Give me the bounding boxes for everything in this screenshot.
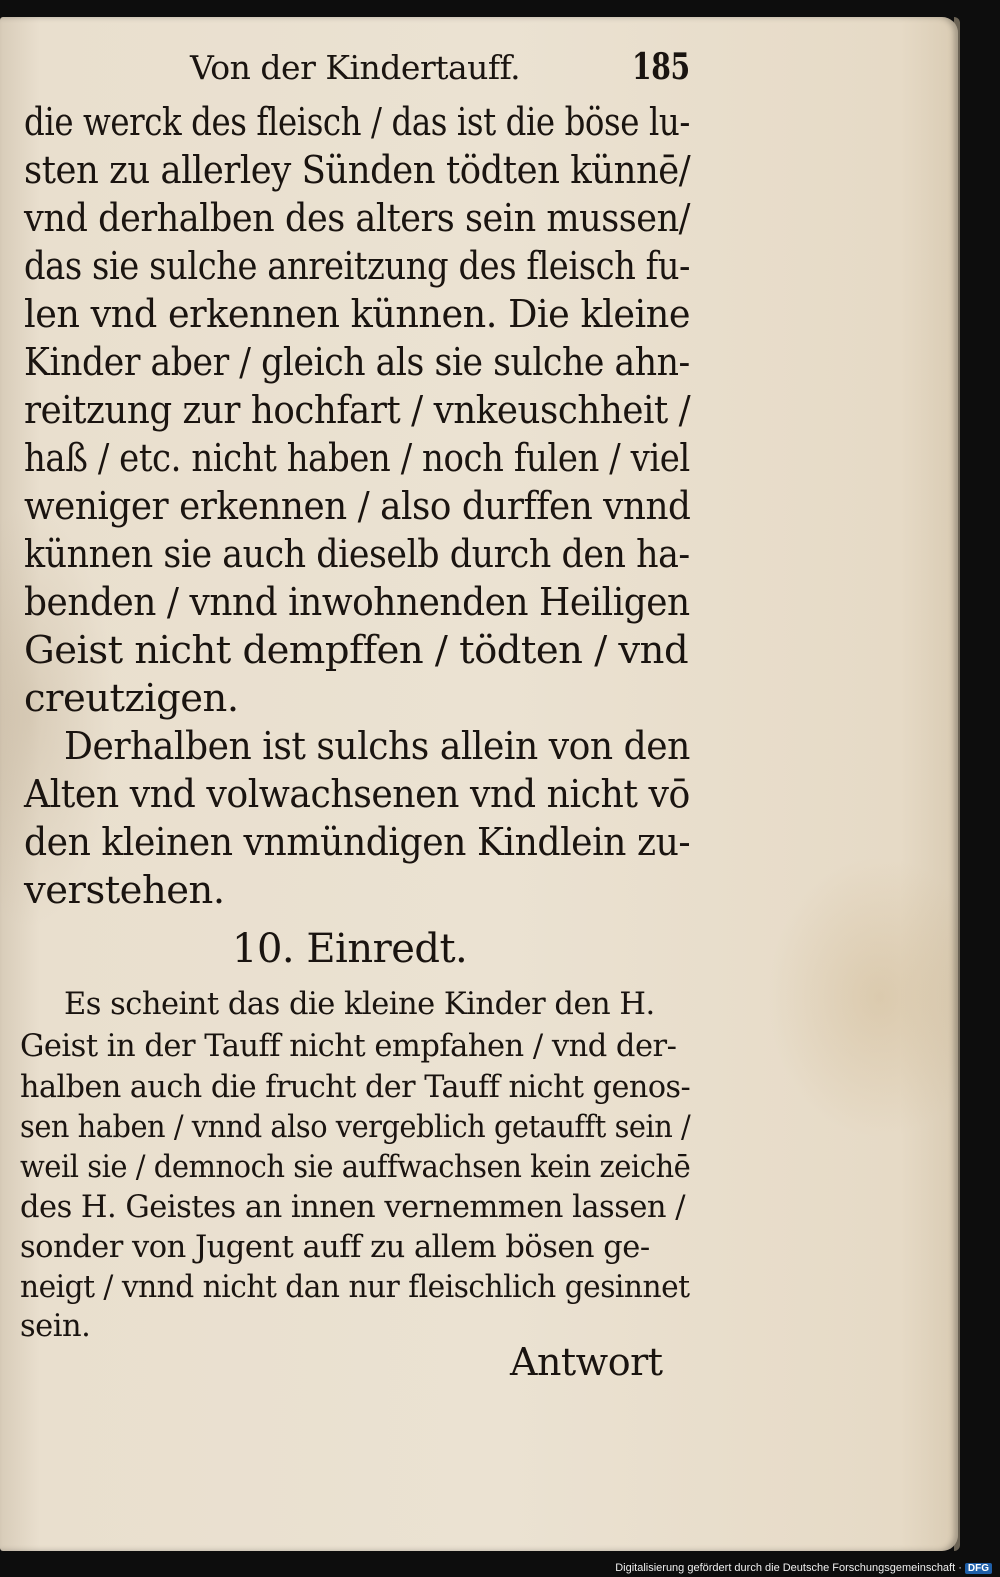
- section-heading: 10. Einredt.: [232, 926, 468, 972]
- text-line: benden / vnnd inwohnenden Heiligen: [24, 580, 690, 625]
- objection-line: Es scheint das die kleine Kinder den H.: [64, 987, 655, 1022]
- text-line: creutzigen.: [24, 676, 239, 721]
- running-head: Von der Kindertauff.: [190, 48, 521, 87]
- objection-line: sen haben / vnnd also vergeblich getaufft sein /: [20, 1110, 691, 1145]
- objection-line: neigt / vnnd nicht dan nur fleischlich gesinnet: [20, 1270, 690, 1305]
- text-line: Geist nicht dempffen / tödten / vnd: [24, 628, 689, 673]
- text-line: künnen sie auch dieselb durch den ha-: [24, 532, 690, 577]
- text-line: das sie sulche anreitzung des fleisch fu-: [24, 244, 691, 289]
- digitization-credit: [615, 1562, 992, 1574]
- objection-line: Geist in der Tauff nicht empfahen / vnd der-: [20, 1029, 677, 1064]
- text-line: Derhalben ist sulchs allein von den: [64, 724, 690, 769]
- text-line: den kleinen vnmündigen Kindlein zu-: [24, 820, 691, 865]
- text-line: Kinder aber / gleich als sie sulche ahn-: [24, 340, 690, 385]
- dfg-logo: DFG: [965, 1563, 992, 1574]
- credit-text: Digitalisierung gefördert durch die Deutsche Forschungsgemeinschaft ·: [615, 1562, 962, 1574]
- objection-line: sein.: [20, 1309, 91, 1344]
- objection-line: weil sie / demnoch sie auffwachsen kein zeichē: [20, 1150, 691, 1185]
- objection-line: sonder von Jugent auff zu allem bösen ge-: [20, 1230, 650, 1265]
- text-line: die werck des fleisch / das ist die böse lu-: [24, 100, 690, 145]
- text-line: len vnd erkennen künnen. Die kleine: [24, 292, 691, 337]
- objection-line: des H. Geistes an innen vernemmen lassen /: [20, 1190, 686, 1225]
- text-line: weniger erkennen / also durffen vnnd: [24, 484, 691, 529]
- text-line: verstehen.: [24, 868, 225, 913]
- text-line: reitzung zur hochfart / vnkeuschheit /: [24, 388, 691, 433]
- text-line: sten zu allerley Sünden tödten künnē/: [24, 148, 691, 193]
- text-line: vnd derhalben des alters sein mussen/: [24, 196, 691, 241]
- text-line: haß / etc. nicht haben / noch fulen / viel: [24, 436, 690, 481]
- catchword: Antwort: [510, 1340, 663, 1384]
- text-line: Alten vnd volwachsenen vnd nicht vō: [24, 772, 690, 817]
- page-number: 185: [632, 46, 690, 88]
- objection-line: halben auch die frucht der Tauff nicht genos-: [20, 1070, 691, 1105]
